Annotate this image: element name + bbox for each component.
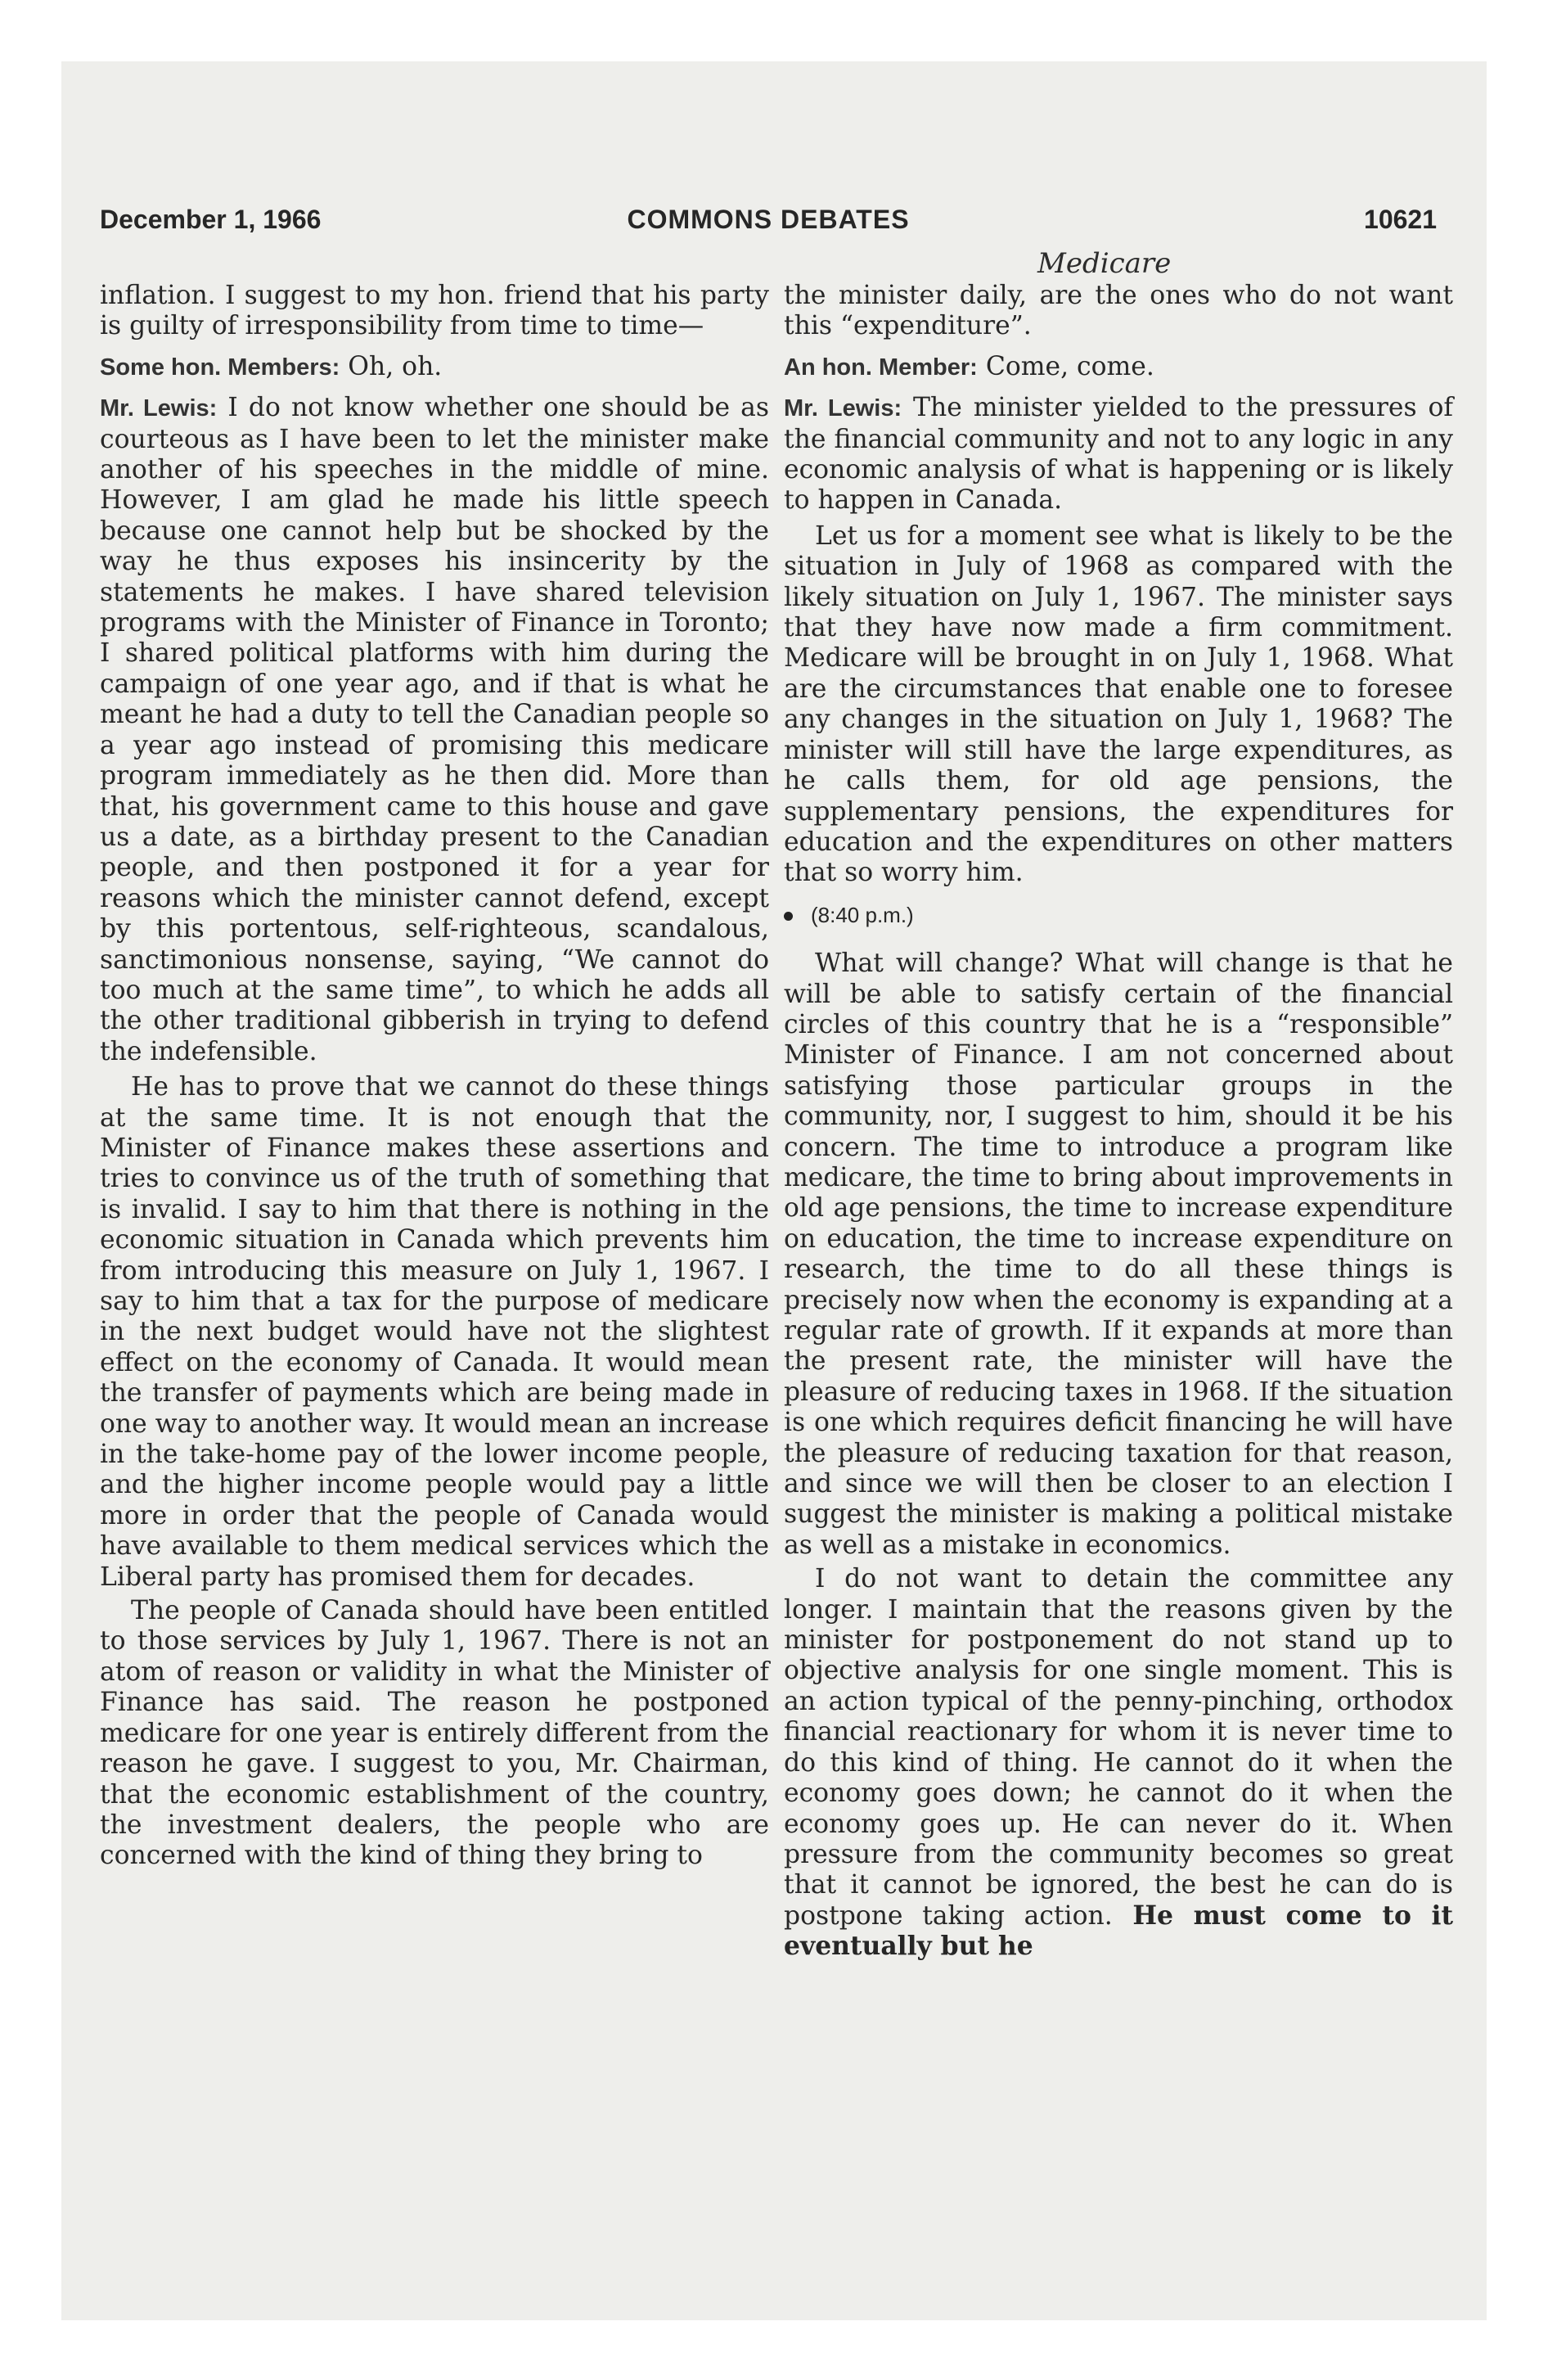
header-date: December 1, 1966	[100, 205, 322, 234]
speech-text: Oh, oh.	[340, 351, 443, 381]
paragraph: the minister daily, are the ones who do not want this “expenditure”.	[784, 281, 1453, 341]
speech-text: I do not know whether one should be as courteous as I have been to let the minister make another of his speeches in the middle of mine. However, I am glad he made his little speech because one cannot help but be shocked by the way he thus exposes his insincerity by the statements he makes. I have shared television programs with the Minister of Finance in Toronto; I shared political platforms with him during the campaign of one year ago, and if that is what he meant he had a duty to tell the Canadian people so a year ago instead of promising this medicare program immediately as he then did. More than that, his government came to this house and gave us a date, as a birthday present to the Canadian people, and then postponed it for a year for reasons which the minister cannot defend, except by this portentous, self-righteous, scandalous, sanctimonious nonsense, saying, “We cannot do too much at the same time”, to which he adds all the other traditional gibberish in trying to defend the indefensible.	[100, 393, 769, 1066]
paragraph: He has to prove that we cannot do these things at the same time. It is not enough that the Minister of Finance makes these assertions and tries to convince us of the truth of something that is invalid. I say to him that there is nothing in the economic situation in Canada which prevents him from introducing this measure on July 1, 1967. I say to him that a tax for the purpose of medicare in the next budget would have not the slightest effect on the economy of Canada. It would mean the transfer of payments which are being made in one way to another way. It would mean an increase in the take-home pay of the lower income people, and the higher income people would pay a little more in order that the people of Canada would have available to them medical services which the Liberal party has promised them for decades.	[100, 1072, 769, 1592]
speaker-name: Mr. Lewis:	[100, 395, 218, 422]
speaker-name: Mr. Lewis:	[784, 395, 902, 422]
paragraph: inflation. I suggest to my hon. friend that his party is guilty of irresponsibility from time to time—	[100, 281, 769, 341]
section-subtitle: Medicare	[1037, 247, 1172, 280]
paragraph	[784, 1564, 1453, 1962]
left-column	[100, 281, 769, 1875]
speech-text: Come, come.	[977, 351, 1154, 381]
paragraph-text: I do not want to detain the committee any longer. I maintain that the reasons given by the minister for postponement do not stand up to objective analysis for one single moment. This is an action typical of the penny-pinching, orthodox financial reactionary for whom it is never time to do this kind of thing. He cannot do it when the economy goes down; he cannot do it when the economy goes up. He can never do it. When pressure from the community becomes so great that it cannot be ignored, the best he can do is postpone taking action.	[784, 1564, 1453, 1931]
speaker-name: An hon. Member:	[784, 354, 978, 381]
time-stamp	[784, 900, 1453, 931]
speech-paragraph	[100, 393, 769, 1067]
bullet-icon	[784, 912, 793, 921]
speech-paragraph	[100, 352, 769, 383]
speaker-name: Some hon. Members:	[100, 354, 340, 381]
page-header	[100, 205, 1437, 246]
paragraph-tail: He must come to it eventually but he	[784, 1900, 1453, 1962]
paragraph: The people of Canada should have been entitled to those services by July 1, 1967. There is not an atom of reason or validity in what the Minister of Finance has said. The reason he postponed medicare for one year is entirely different from the reason he gave. I suggest to you, Mr. Chairman, that the economic establishment of the country, the investment dealers, the people who are concerned with the kind of thing they bring to	[100, 1596, 769, 1871]
paragraph: What will change? What will change is that he will be able to satisfy certain of the financial circles of this country that he is a “responsible” Minister of Finance. I am not concerned about satisfying those particular groups in the community, nor, I suggest to him, should it be his concern. The time to introduce a program like medicare, the time to bring about improvements in old age pensions, the time to increase expenditure on education, the time to increase expenditure on research, the time to do all these things is precisely now when the economy is expanding at a regular rate of growth. If it expands at more than the present rate, the minister will have the pleasure of reducing taxes in 1968. If the situation is one which requires deficit financing he will have the pleasure of reducing taxation for that reason, and since we will then be closer to an election I suggest the minister is making a political mistake as well as a mistake in economics.	[784, 949, 1453, 1560]
speech-paragraph	[784, 393, 1453, 516]
speech-paragraph	[784, 352, 1453, 383]
paragraph: Let us for a moment see what is likely to be the situation in July of 1968 as compared with the likely situation on July 1, 1967. The minister says that they have now made a firm commitment. Medicare will be brought in on July 1, 1968. What are the circumstances that enable one to foresee any changes in the situation on July 1, 1968? The minister will still have the large expenditures, as he calls them, for old age pensions, the supplementary pensions, the expenditures for education and the expenditures on other matters that so worry him.	[784, 521, 1453, 888]
right-column	[784, 281, 1453, 1966]
header-publication: COMMONS DEBATES	[627, 205, 910, 234]
time-stamp-text: (8:40 p.m.)	[811, 902, 914, 927]
header-page-number: 10621	[1364, 205, 1437, 234]
speech-text: The minister yielded to the pressures of the financial community and not to any logic in any economic analysis of what is happening or is likely to happen in Canada.	[784, 393, 1454, 516]
